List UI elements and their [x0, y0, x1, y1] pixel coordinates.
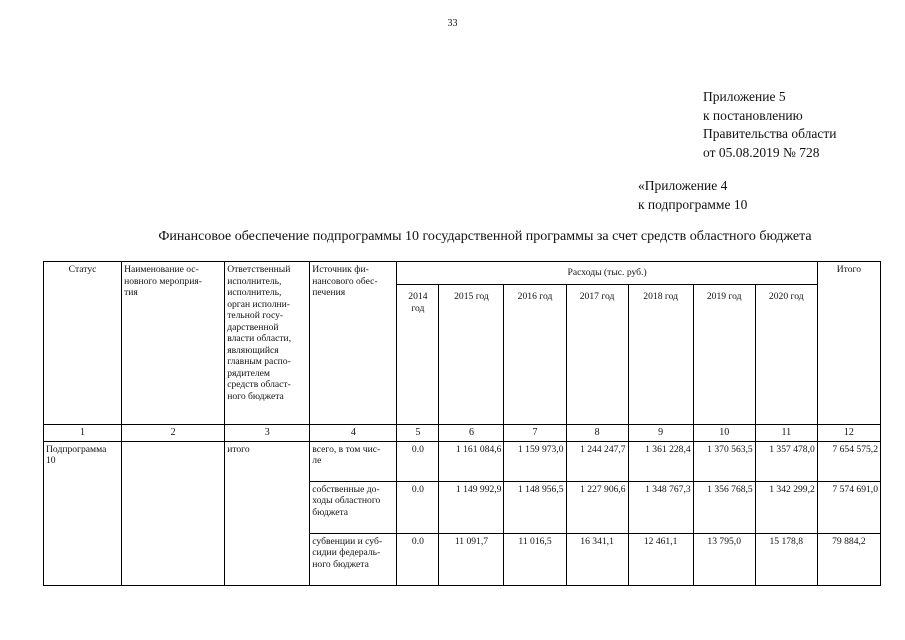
approval-line: Правительства области — [703, 126, 837, 141]
value-cell: 11 016,5 — [504, 533, 566, 585]
value-cell: 13 795,0 — [693, 533, 755, 585]
event-name-cell — [122, 441, 225, 585]
header-year: 2014 год — [397, 285, 439, 425]
value-cell: 1 159 973,0 — [504, 441, 566, 481]
header-year: 2016 год — [504, 285, 566, 425]
column-number: 1 — [44, 425, 122, 442]
value-cell: 0.0 — [397, 481, 439, 533]
total-cell: 7 574 691,0 — [817, 481, 880, 533]
status-cell: Подпрограмма 10 — [44, 441, 122, 585]
table-row — [44, 441, 881, 481]
total-cell: 7 654 575,2 — [817, 441, 880, 481]
sub-appendix-line: «Приложение 4 — [638, 178, 728, 193]
approval-block — [703, 88, 836, 162]
value-cell: 1 357 478,0 — [755, 441, 817, 481]
sub-appendix-block — [638, 177, 747, 214]
column-number: 12 — [817, 425, 880, 442]
value-cell: 1 370 563,5 — [693, 441, 755, 481]
header-year: 2017 год — [566, 285, 628, 425]
column-number: 9 — [628, 425, 693, 442]
column-number: 8 — [566, 425, 628, 442]
header-year: 2020 год — [755, 285, 817, 425]
column-number: 10 — [693, 425, 755, 442]
header-year: 2018 год — [628, 285, 693, 425]
header-year: 2015 год — [439, 285, 504, 425]
value-cell: 1 161 084,6 — [439, 441, 504, 481]
value-cell: 1 361 228,4 — [628, 441, 693, 481]
header-expenses: Расходы (тыс. руб.) — [397, 262, 817, 285]
header-responsible: Ответственный исполнитель, исполнитель, орган исполни- тельной госу- дарственной власти области, являющийся главным распо- рядителем средств област- ного бюджета — [225, 262, 310, 425]
column-number: 4 — [310, 425, 397, 442]
column-number: 5 — [397, 425, 439, 442]
value-cell: 16 341,1 — [566, 533, 628, 585]
column-number-row — [44, 425, 881, 442]
column-number: 2 — [122, 425, 225, 442]
column-number: 11 — [755, 425, 817, 442]
value-cell: 0.0 — [397, 441, 439, 481]
value-cell: 0.0 — [397, 533, 439, 585]
source-cell: собственные до- ходы областного бюджета — [310, 481, 397, 533]
column-number: 7 — [504, 425, 566, 442]
value-cell: 1 244 247,7 — [566, 441, 628, 481]
value-cell: 1 342 299,2 — [755, 481, 817, 533]
financing-table — [43, 261, 881, 586]
approval-line: от 05.08.2019 № 728 — [703, 144, 820, 160]
value-cell: 1 149 992,9 — [439, 481, 504, 533]
sub-appendix-line: к подпрограмме 10 — [638, 196, 748, 212]
header-source: Источник фи- нансового обес- печения — [310, 262, 397, 425]
value-cell: 1 348 767,3 — [628, 481, 693, 533]
responsible-cell: итого — [225, 441, 310, 585]
value-cell: 15 178,8 — [755, 533, 817, 585]
header-year: 2019 год — [693, 285, 755, 425]
source-cell: всего, в том чис- ле — [310, 441, 397, 481]
value-cell: 1 356 768,5 — [693, 481, 755, 533]
value-cell: 12 461,1 — [628, 533, 693, 585]
page-number: 33 — [447, 18, 458, 29]
value-cell: 1 148 956,5 — [504, 481, 566, 533]
source-cell: субвенции и суб- сидии федераль- ного бюджета — [310, 533, 397, 585]
header-event-name: Наименование ос- новного мероприя- тия — [122, 262, 225, 425]
total-cell: 79 884,2 — [817, 533, 880, 585]
column-number: 6 — [439, 425, 504, 442]
approval-line: к постановлению — [703, 107, 803, 123]
header-status: Статус — [44, 262, 122, 425]
value-cell: 11 091,7 — [439, 533, 504, 585]
approval-line: Приложение 5 — [703, 89, 786, 104]
column-number: 3 — [225, 425, 310, 442]
value-cell: 1 227 906,6 — [566, 481, 628, 533]
header-total: Итого — [817, 262, 880, 425]
document-title: Финансовое обеспечение подпрограммы 10 государственной программы за счет средств областного бюджета — [158, 229, 812, 244]
